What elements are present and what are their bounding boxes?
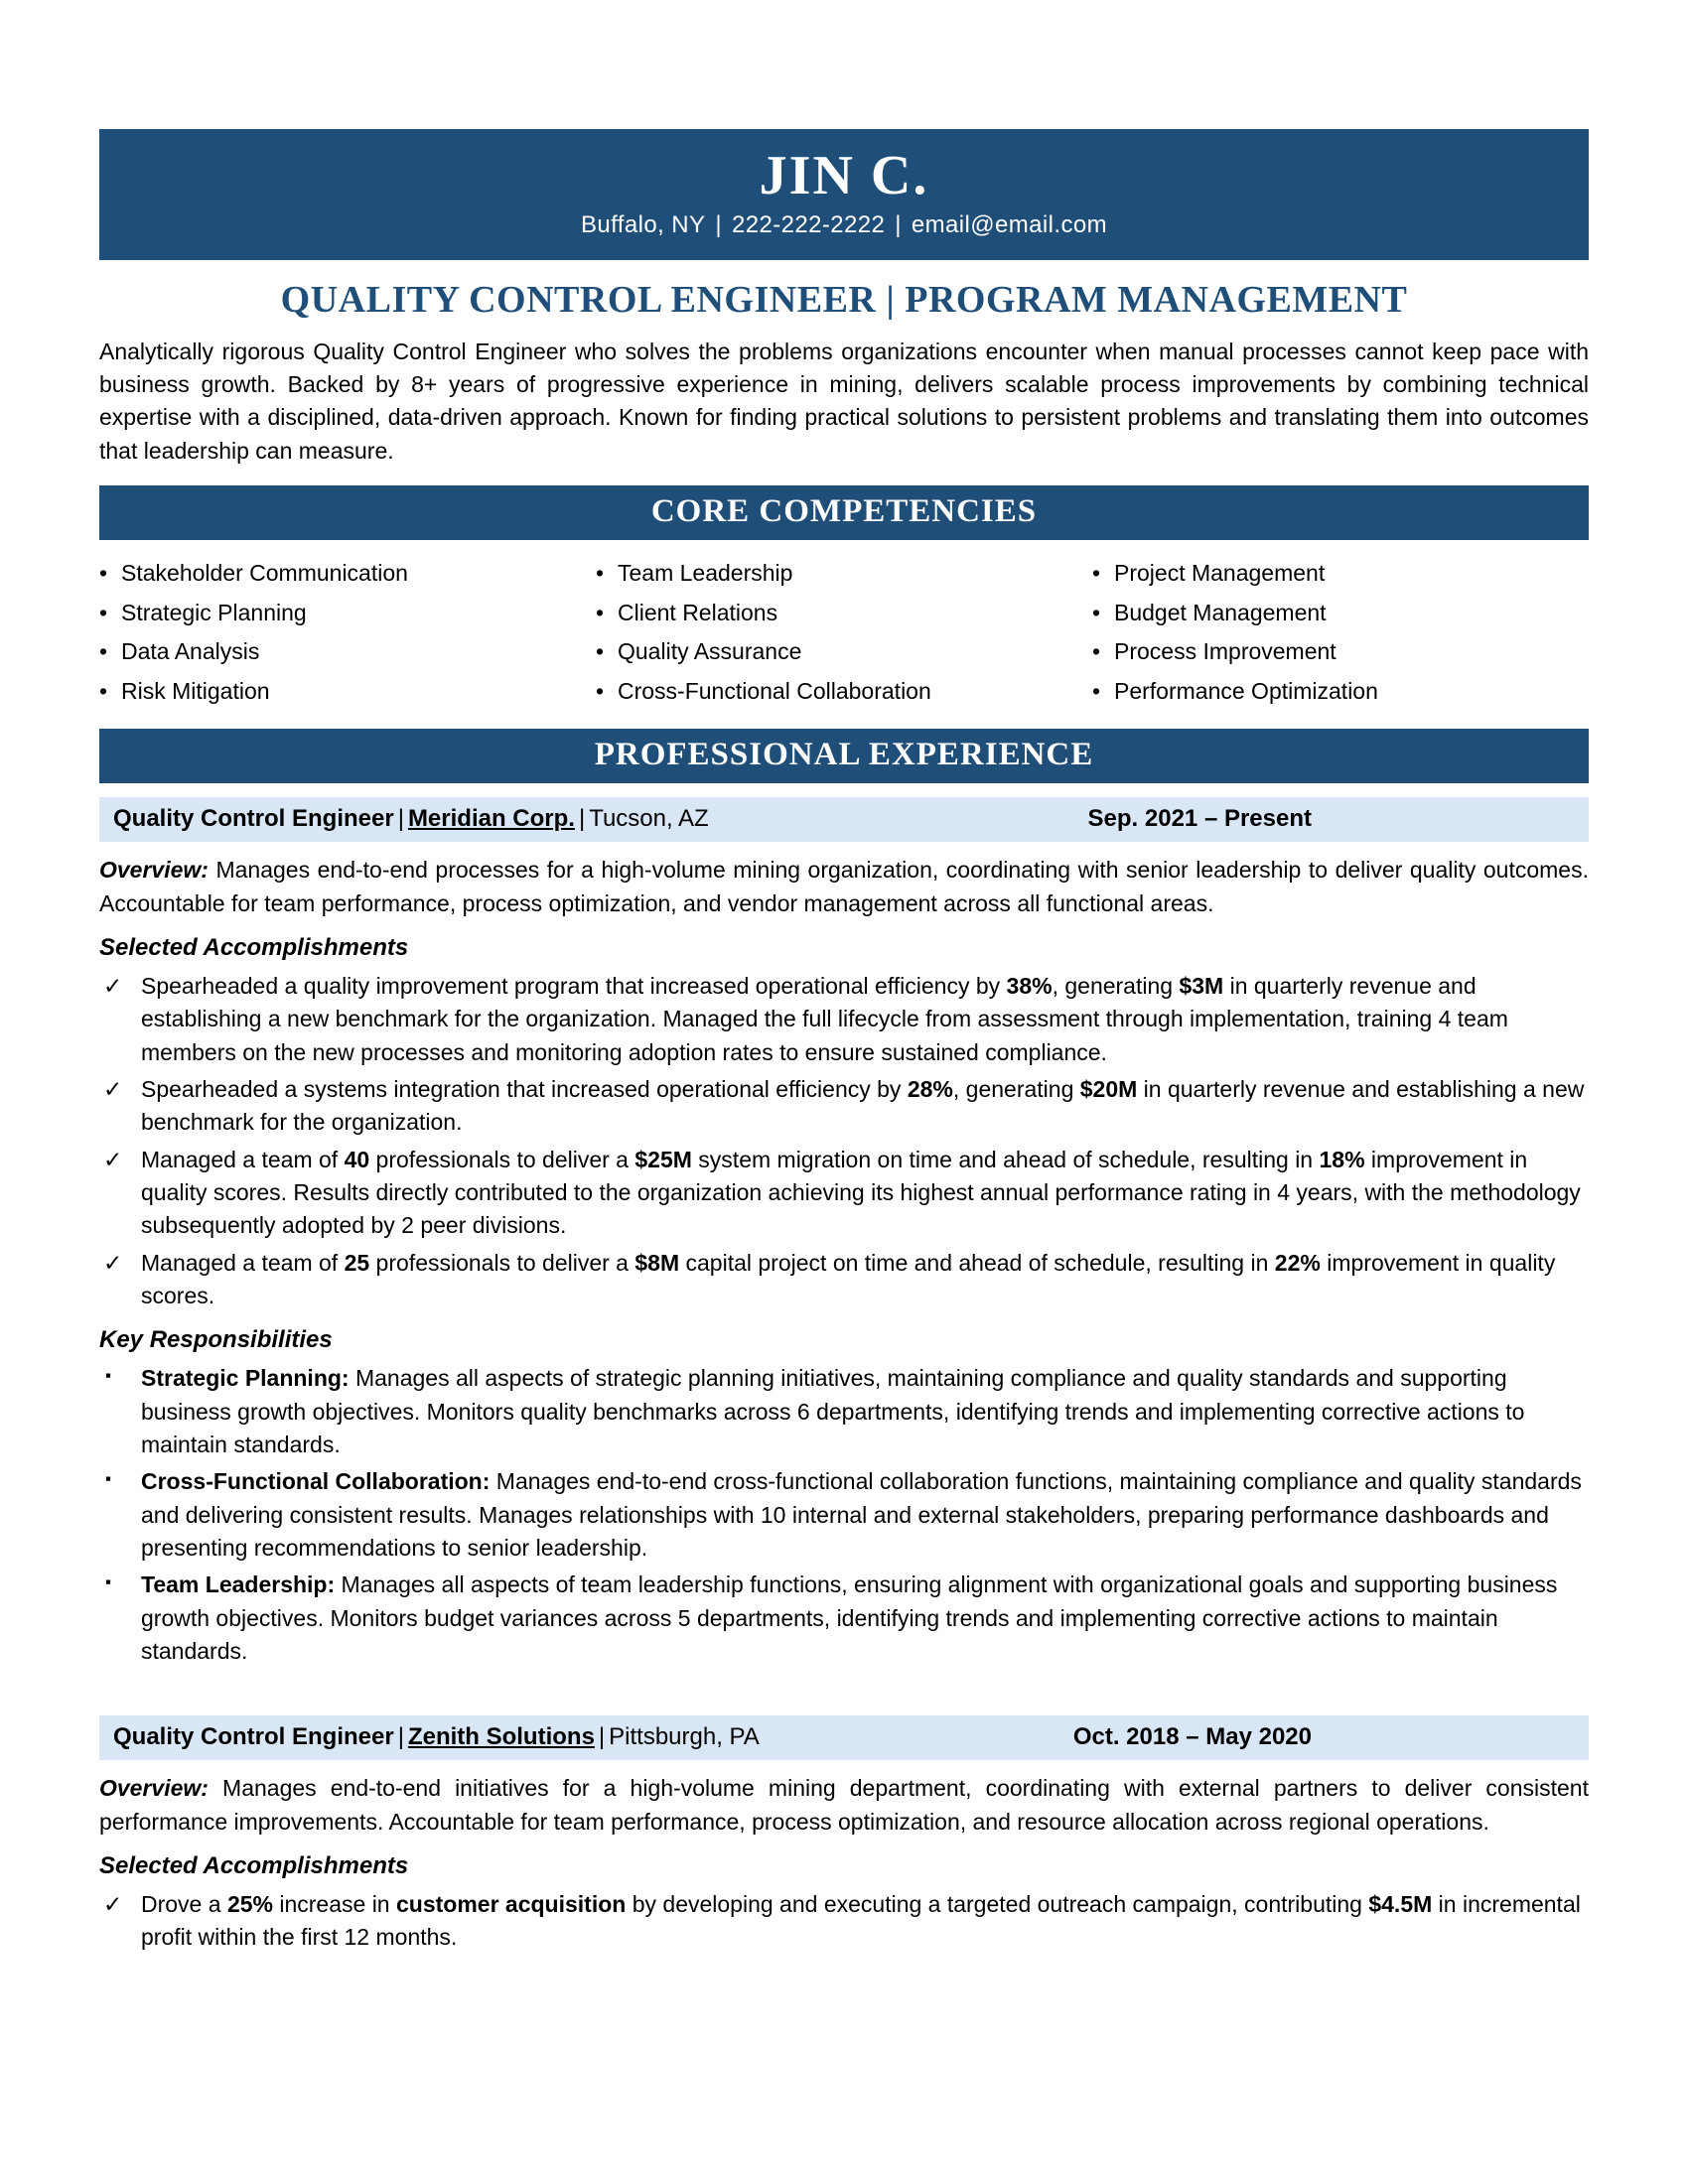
contact-location: Buffalo, NY [581,210,706,238]
competency-label: Performance Optimization [1114,677,1378,704]
experience-list [99,797,1589,1955]
checkmark-icon: ✓ [103,1891,123,1918]
checkmark-icon: ✓ [103,1249,123,1276]
responsibility-bullet [99,1362,1589,1461]
competency-label: Budget Management [1114,599,1327,625]
accomplishment-text: Managed a team of 25 professionals to deliver a $8M capital project on time and ahead of schedule, resulting in 22% improvement in quality scores. [141,1249,1556,1308]
responsibilities-list [99,1362,1589,1668]
selected-accomplishments-heading: Selected Accomplishments [99,1852,409,1880]
square-bullet-icon: ▪ [105,1366,112,1386]
key-responsibilities-heading: Key Responsibilities [99,1326,333,1354]
job-dates: Oct. 2018 – May 2020 [1072,1723,1312,1751]
section-header-professional-experience: PROFESSIONAL EXPERIENCE [99,729,1589,783]
competency-label: Project Management [1114,559,1326,586]
competency-label: Strategic Planning [121,599,307,625]
competency-label: Process Improvement [1114,638,1336,665]
bullet-dot-icon: • [99,638,108,665]
contact-separator-1: | [715,210,723,238]
competency-item [1092,554,1589,594]
accomplishment-bullet [99,1144,1589,1243]
experience-entry [99,797,1589,1715]
job-separator-1: | [397,805,404,833]
responsibility-text: Strategic Planning: Manages all aspects of strategic planning initiatives, maintaining compliance and quality standards and supporting business growth objectives. Monitors quality benchmarks across 6 departments, identifying trends and implementing corrective actions to maintain standards. [141,1365,1525,1457]
professional-summary: Analytically rigorous Quality Control Engineer who solves the problems organizations encounter when manual processes cannot keep pace with business growth. Backed by 8+ years of progressive experience in mining, delivers scalable process improvements by combining technical expertise with a disciplined, data-driven approach. Known for finding practical solutions to persistent problems and translating them into outcomes that leadership can measure. [99,338,1589,464]
section-header-core-competencies: CORE COMPETENCIES [99,485,1589,540]
accomplishment-text: Spearheaded a quality improvement program that increased operational efficiency by 38%, generating $3M in quarterly revenue and establishing a new benchmark for the organization. Managed the full lifecycle from assessment through implementation, training 4 team members on the new processes and monitoring adoption rates to ensure sustained compliance. [141,972,1508,1065]
competency-label: Data Analysis [121,638,260,665]
responsibility-bullet [99,1465,1589,1565]
job-separator-2: | [598,1723,606,1751]
job-location: Tucson, AZ [589,805,709,833]
competency-item [1092,632,1589,672]
candidate-name: JIN C. [759,145,929,206]
bullet-dot-icon: • [596,559,605,586]
checkmark-icon: ✓ [103,1146,123,1172]
competency-item [596,554,1092,594]
accomplishments-list [99,970,1589,1312]
entry-spacer [99,1682,1589,1715]
core-competencies-grid [99,554,1589,711]
job-title: Quality Control Engineer [113,805,394,833]
responsibility-text: Cross-Functional Collaboration: Manages end-to-end cross-functional collaboration functions, maintaining compliance and quality standards and delivering consistent results. Manages relationships with 10 internal and external stakeholders, preparing performance dashboards and presenting recommendations to senior leadership. [141,1468,1582,1561]
job-location: Pittsburgh, PA [609,1723,760,1751]
competency-label: Client Relations [618,599,778,625]
competency-label: Team Leadership [618,559,793,586]
accomplishment-text: Spearheaded a systems integration that increased operational efficiency by 28%, generating $20M in quarterly revenue and establishing a new benchmark for the organization. [141,1075,1585,1136]
competency-item [596,632,1092,672]
competency-label: Risk Mitigation [121,677,270,704]
accomplishment-bullet [99,970,1589,1069]
contact-phone[interactable]: 222-222-2222 [732,210,886,238]
competency-label: Stakeholder Communication [121,559,408,586]
job-header-bar [99,797,1589,842]
contact-email[interactable]: email@email.com [911,210,1107,238]
name-header-banner [99,129,1589,260]
competency-item [596,594,1092,633]
competency-item [596,672,1092,712]
competency-item [1092,672,1589,712]
competency-label: Quality Assurance [618,638,802,665]
accomplishment-bullet [99,1888,1589,1955]
bullet-dot-icon: • [99,599,108,625]
accomplishment-bullet [99,1073,1589,1140]
accomplishments-list [99,1888,1589,1955]
contact-separator-2: | [895,210,902,238]
competency-item [1092,594,1589,633]
job-company[interactable]: Zenith Solutions [407,1723,595,1751]
competency-item [99,672,596,712]
professional-headline: QUALITY CONTROL ENGINEER | PROGRAM MANAGEMENT [280,278,1408,321]
bullet-dot-icon: • [99,677,108,704]
bullet-dot-icon: • [99,559,108,586]
job-company[interactable]: Meridian Corp. [407,805,575,833]
competency-item [99,594,596,633]
bullet-dot-icon: • [596,599,605,625]
responsibility-bullet [99,1569,1589,1668]
checkmark-icon: ✓ [103,972,123,999]
overview-label: Overview: [99,1775,223,1802]
job-dates: Sep. 2021 – Present [1087,805,1312,833]
bullet-dot-icon: • [1092,599,1101,625]
bullet-dot-icon: • [596,638,605,665]
job-title-company-location [113,1723,760,1751]
job-separator-1: | [397,1723,404,1751]
checkmark-icon: ✓ [103,1075,123,1102]
job-title: Quality Control Engineer [113,1723,394,1751]
bullet-dot-icon: • [1092,677,1101,704]
job-overview: Overview: Manages end-to-end processes for a high-volume mining organization, coordinating with senior leadership to deliver quality outcomes. Accountable for team performance, process optimization, and vendor management across all functional areas. [99,857,1589,916]
job-header-bar [99,1715,1589,1760]
accomplishment-bullet [99,1247,1589,1313]
bullet-dot-icon: • [596,677,605,704]
responsibility-text: Team Leadership: Manages all aspects of team leadership functions, ensuring alignment with organizational goals and supporting business growth objectives. Monitors budget variances across 5 departments, identifying trends and implementing corrective actions to maintain standards. [141,1571,1558,1665]
accomplishment-text: Managed a team of 40 professionals to deliver a $25M system migration on time and ahead of schedule, resulting in 18% improvement in quality scores. Results directly contributed to the organization achieving its highest annual performance rating in 4 years, with the methodology subsequently adopted by 2 peer divisions. [141,1146,1581,1239]
selected-accomplishments-heading: Selected Accomplishments [99,933,409,961]
job-overview: Overview: Manages end-to-end initiatives for a high-volume mining department, coordinating with external partners to deliver consistent performance improvements. Accountable for team performance, process optimization, and resource allocation across regional operations. [99,1775,1589,1835]
competency-label: Cross-Functional Collaboration [618,677,931,704]
overview-label: Overview: [99,857,216,884]
experience-entry [99,1715,1589,1954]
square-bullet-icon: ▪ [105,1572,112,1592]
competency-item [99,554,596,594]
job-separator-2: | [578,805,586,833]
square-bullet-icon: ▪ [105,1469,112,1489]
job-title-company-location [113,805,709,833]
bullet-dot-icon: • [1092,638,1101,665]
bullet-dot-icon: • [1092,559,1101,586]
competency-item [99,632,596,672]
contact-line [99,211,1589,240]
accomplishment-text: Drove a 25% increase in customer acquisition by developing and executing a targeted outreach campaign, contributing $4.5M in incremental profit within the first 12 months. [141,1891,1581,1951]
